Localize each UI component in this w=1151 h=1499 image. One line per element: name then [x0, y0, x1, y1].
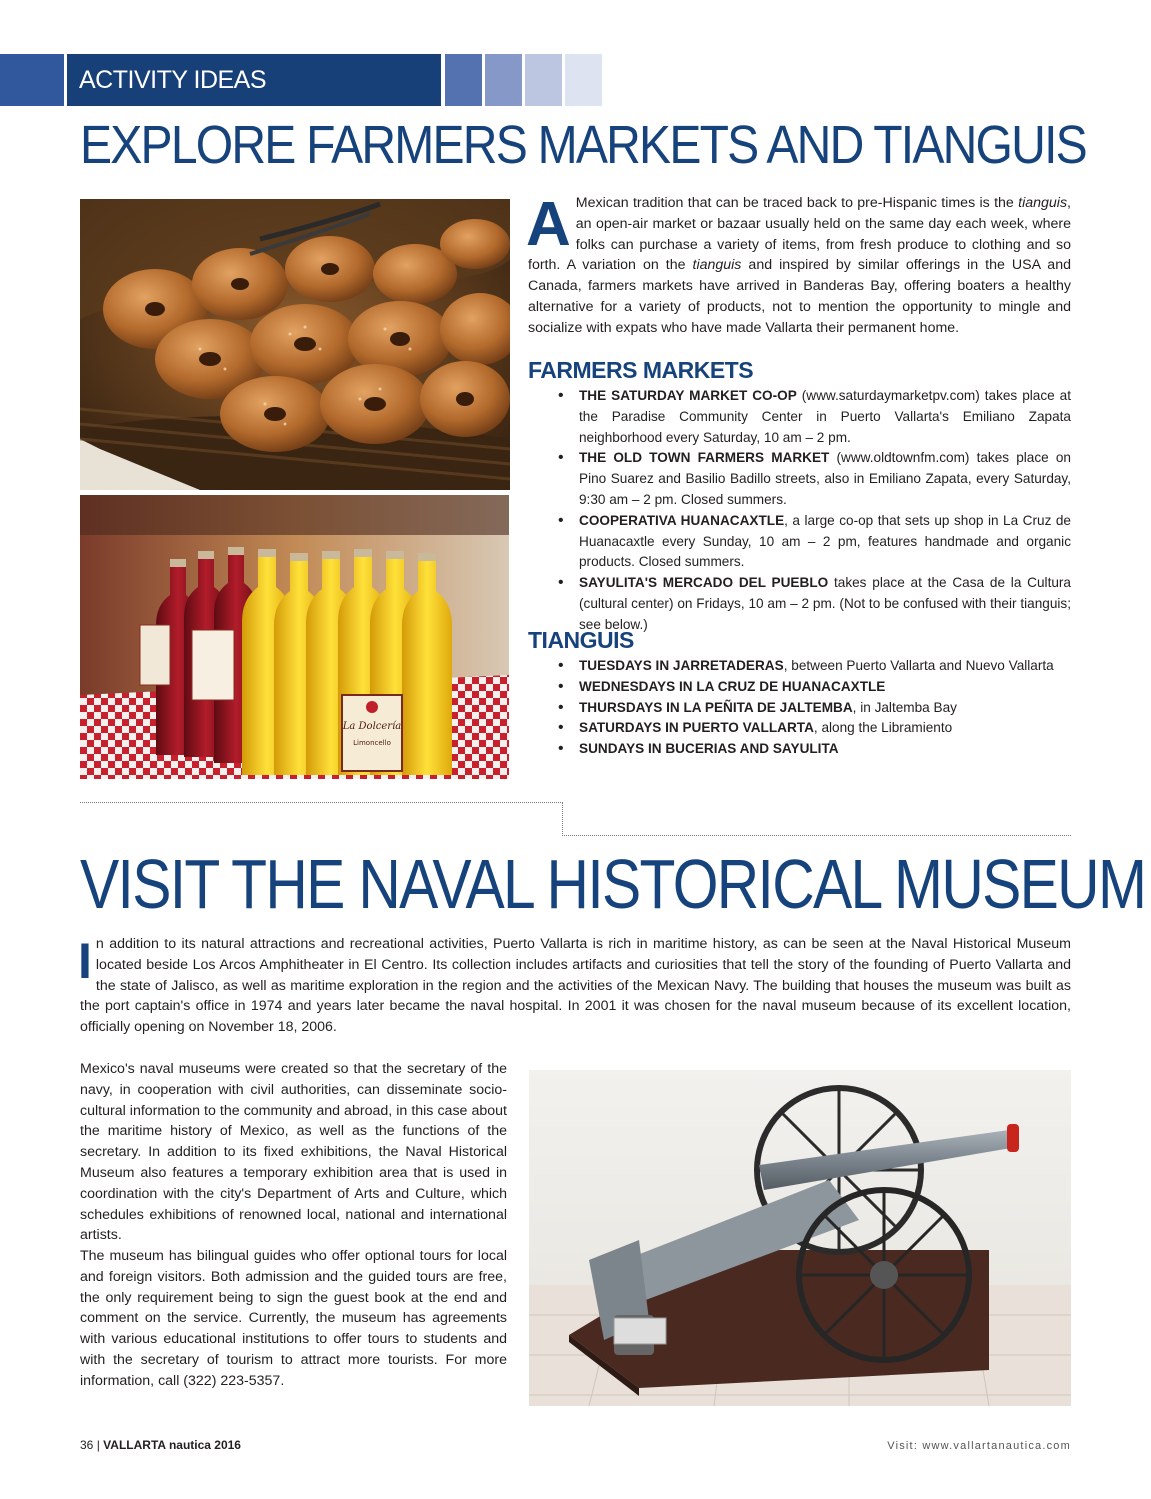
museum-paragraph-3: The museum has bilingual guides who offer optional tours for local and foreign visitors. Both admission and the guided tours are free, the only requirement being to sign the guest book at the end and comment on the service. Currently, the museum has agreements with various educational institutions to offer tours to students and with the secretary of tourism to attract more tourists. For more information, call (322) 223-5357. [80, 1248, 507, 1389]
dotted-divider-step [562, 802, 563, 836]
page-number: 36 [80, 1438, 94, 1452]
cannon-photo [529, 1070, 1071, 1406]
bottles-photo [80, 495, 509, 779]
drop-cap: A [526, 190, 571, 259]
publication-name: VALLARTA nautica 2016 [103, 1438, 241, 1452]
bottle-label-brand: La Dolcería [342, 721, 402, 732]
drop-cap: I [78, 933, 92, 989]
tianguis-heading: TIANGUIS [528, 627, 634, 653]
article-title: EXPLORE FARMERS MARKETS AND TIANGUIS [80, 115, 1086, 175]
website-link[interactable]: www.vallartanautica.com [922, 1440, 1071, 1452]
farmers-markets-heading: FARMERS MARKETS [528, 357, 754, 383]
list-item: • THURSDAYS IN LA PEÑITA DE JALTEMBA, in Jaltemba Bay [558, 698, 1071, 719]
header-square-1 [445, 54, 482, 106]
list-item: • COOPERATIVA HUANACAXTLE, a large co-op that sets up shop in La Cruz de Huanacaxtle every Sunday, 10 am – 2 pm, features handmade and organic products. Closed summers. [558, 511, 1071, 573]
header-accent-block [0, 54, 64, 106]
footer-separator: | [96, 1438, 100, 1452]
list-item: • SATURDAYS IN PUERTO VALLARTA, along the Libramiento [558, 718, 1071, 739]
intro-paragraph: A Mexican tradition that can be traced back to pre-Hispanic times is the tianguis, an open-air market or bazaar usually held on the same day each week, where folks can purchase a variety of items, from fresh produce to clothing and so forth. A variation on the tianguis and inspired by similar offerings in the USA and Canada, farmers markets have arrived in Banderas Bay, offering boaters a healthy alternative for a variety of products, not to mention the opportunity to mingle and socialize with expats who have made Vallarta their permanent home. [526, 190, 1071, 336]
farmers-markets-list [558, 386, 1071, 636]
footer-website: Visit: www.vallartanautica.com [887, 1440, 1071, 1452]
list-item: • WEDNESDAYS IN LA CRUZ DE HUANACAXTLE [558, 677, 1071, 698]
list-item: • THE OLD TOWN FARMERS MARKET (www.oldtownfm.com) takes place on Pino Suarez and Basilio Badillo streets, also in Emiliano Zapata, every Saturday, 9:30 am – 2 pm. Closed summers. [558, 448, 1071, 510]
museum-paragraph-2: Mexico's naval museums were created so that the secretary of the navy, in cooperation with civil authorities, can disseminate socio-cultural information to the community and abroad, in this case about the maritime history of Mexico, as well as the functions of the secretary. In addition to its fixed exhibitions, the Naval Historical Museum also features a temporary exhibition area that is used in coordination with the city's Department of Arts and Culture, which schedules exhibitions of renowned local, national and international artists. [80, 1061, 507, 1244]
dotted-divider [80, 802, 563, 803]
list-item: • TUESDAYS IN JARRETADERAS, between Puerto Vallarta and Nuevo Vallarta [558, 656, 1071, 677]
museum-title: VISIT THE NAVAL HISTORICAL MUSEUM [80, 845, 1146, 923]
bottle-label-product: Limoncello [353, 739, 391, 747]
dotted-divider [562, 835, 1071, 836]
header-square-2 [485, 54, 522, 106]
section-banner [67, 54, 441, 106]
museum-intro-paragraph: In addition to its natural attractions and recreational activities, Puerto Vallarta is rich in maritime history, as can be seen at the Naval Historical Museum located beside Los Arcos Amphitheater in El Centro. Its collection includes artifacts and curiosities that tell the story of the founding of Puerto Vallarta and the state of Jalisco, as well as maritime exploration in the region and the activities of the Mexican Navy. The building that houses the museum was built as the port captain's office in 1974 and years later became the naval hospital. In 2001 it was chosen for the naval museum because of its excellent location, officially opening on November 18, 2006. [78, 933, 1071, 1036]
list-item: • THE SATURDAY MARKET CO-OP (www.saturdaymarketpv.com) takes place at the Paradise Community Center in Puerto Vallarta's Emiliano Zapata neighborhood every Saturday, 10 am – 2 pm. [558, 386, 1071, 448]
tianguis-list [558, 656, 1071, 760]
list-item: • SUNDAYS IN BUCERIAS AND SAYULITA [558, 739, 1071, 760]
page-footer [80, 1438, 241, 1452]
header-square-4 [565, 54, 602, 106]
section-label: ACTIVITY IDEAS [79, 66, 267, 94]
bagels-photo [80, 199, 510, 490]
header-square-3 [525, 54, 562, 106]
list-item: • SAYULITA'S MERCADO DEL PUEBLO takes place at the Casa de la Cultura (cultural center) on Fridays, 10 am – 2 pm. (Not to be confused with their tianguis; see below.) [558, 573, 1071, 635]
